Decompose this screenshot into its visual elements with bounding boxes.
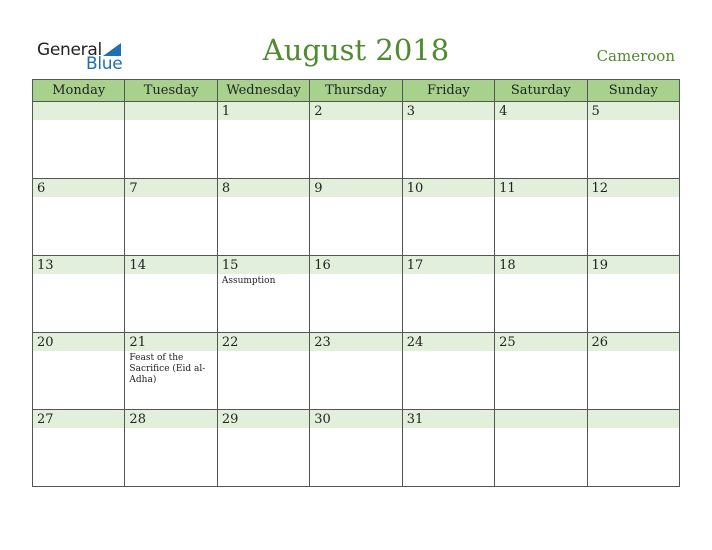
day-number: 12	[591, 181, 609, 196]
day-cell[interactable]	[495, 333, 587, 410]
day-cell[interactable]	[217, 410, 309, 487]
day-number: 3	[406, 104, 415, 119]
weekday-header: Tuesday	[125, 80, 217, 102]
day-number-bar	[403, 102, 494, 120]
day-cell[interactable]	[587, 333, 679, 410]
day-cell[interactable]	[125, 102, 217, 179]
day-cell[interactable]	[217, 333, 309, 410]
week-row	[33, 102, 680, 179]
day-cell[interactable]	[587, 179, 679, 256]
day-cell[interactable]	[310, 410, 402, 487]
weekday-header: Sunday	[587, 80, 679, 102]
day-number-bar	[310, 102, 401, 120]
day-number-bar	[495, 102, 586, 120]
logo-text-general: General	[37, 40, 102, 60]
day-cell[interactable]	[402, 102, 494, 179]
day-cell[interactable]	[495, 102, 587, 179]
day-cell[interactable]	[495, 256, 587, 333]
day-cell[interactable]	[33, 410, 125, 487]
day-cell[interactable]	[125, 410, 217, 487]
day-number: 30	[314, 412, 331, 427]
day-number: 5	[591, 104, 600, 119]
day-number: 20	[37, 335, 54, 350]
day-number: 19	[591, 258, 609, 273]
day-number: 13	[37, 258, 54, 273]
day-cell[interactable]	[402, 333, 494, 410]
day-cell[interactable]	[310, 333, 402, 410]
day-number-bar	[588, 102, 679, 120]
holiday-label: Feast of the Sacrifice (Eid al-Adha)	[129, 353, 206, 385]
day-number-bar	[310, 179, 401, 197]
day-number: 31	[406, 412, 424, 427]
day-number-bar	[588, 410, 679, 428]
week-row	[33, 256, 680, 333]
week-row	[33, 179, 680, 256]
day-number: 25	[499, 335, 516, 350]
day-number: 17	[406, 258, 424, 273]
day-number-bar	[125, 179, 216, 197]
day-number-bar	[33, 102, 124, 120]
weekday-header: Thursday	[310, 80, 402, 102]
day-number: 23	[314, 335, 331, 350]
day-cell[interactable]	[402, 256, 494, 333]
day-cell[interactable]	[587, 410, 679, 487]
weekday-header: Monday	[33, 80, 125, 102]
day-number-bar	[125, 102, 216, 120]
day-number: 24	[406, 335, 424, 350]
day-cell[interactable]	[217, 256, 309, 333]
day-number: 16	[314, 258, 331, 273]
day-cell[interactable]	[587, 256, 679, 333]
holiday-label: Assumption	[221, 276, 276, 286]
day-number: 8	[221, 181, 231, 196]
day-cell[interactable]	[33, 102, 125, 179]
day-cell[interactable]	[402, 179, 494, 256]
day-number-bar	[495, 410, 586, 428]
day-cell[interactable]	[217, 102, 309, 179]
day-number: 7	[129, 181, 138, 196]
day-number: 1	[221, 104, 231, 119]
calendar-title: August 2018	[262, 33, 450, 67]
day-cell[interactable]	[495, 410, 587, 487]
day-number: 14	[129, 258, 146, 273]
day-number: 26	[591, 335, 609, 350]
day-number: 11	[499, 181, 516, 196]
day-cell[interactable]	[33, 256, 125, 333]
day-number: 10	[406, 181, 424, 196]
day-cell[interactable]	[33, 179, 125, 256]
day-cell[interactable]	[310, 256, 402, 333]
day-number: 22	[221, 335, 239, 350]
day-cell[interactable]	[310, 102, 402, 179]
day-cell[interactable]	[587, 102, 679, 179]
calendar-grid	[32, 79, 680, 487]
day-cell[interactable]	[125, 256, 217, 333]
day-number-bar	[218, 102, 309, 120]
country-label: Cameroon	[596, 47, 675, 65]
day-number-bar	[33, 179, 124, 197]
day-number: 18	[499, 258, 516, 273]
weekday-header: Friday	[402, 80, 494, 102]
day-cell[interactable]	[402, 410, 494, 487]
week-row	[33, 410, 680, 487]
day-number-bar	[218, 179, 309, 197]
day-cell[interactable]	[495, 179, 587, 256]
weekday-header-row	[33, 80, 680, 102]
day-cell[interactable]	[217, 179, 309, 256]
day-number: 9	[314, 181, 323, 196]
day-number: 21	[129, 335, 146, 350]
day-number: 27	[37, 412, 54, 427]
day-cell[interactable]	[125, 179, 217, 256]
day-number: 28	[129, 412, 146, 427]
logo-text-blue: Blue	[86, 54, 123, 74]
weekday-header: Wednesday	[217, 80, 309, 102]
weekday-header: Saturday	[495, 80, 587, 102]
day-number: 4	[499, 104, 508, 119]
day-cell[interactable]	[310, 179, 402, 256]
day-number: 6	[37, 181, 46, 196]
day-cell[interactable]	[33, 333, 125, 410]
day-cell[interactable]	[125, 333, 217, 410]
day-number: 2	[314, 104, 323, 119]
day-number: 15	[221, 258, 239, 273]
week-row	[33, 333, 680, 410]
day-number: 29	[221, 412, 239, 427]
